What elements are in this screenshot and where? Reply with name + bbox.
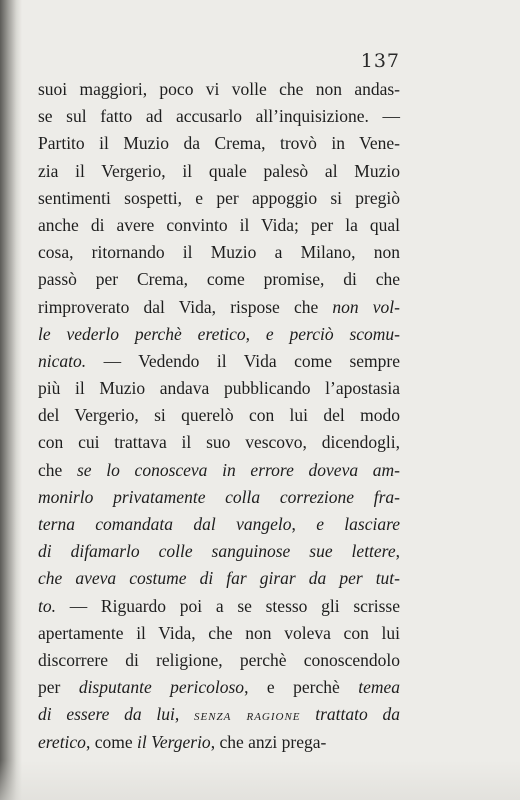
italic-text: temea: [358, 677, 400, 698]
italic-text: e perciò scomu-: [265, 323, 400, 344]
italic-text: terna comandata dal vangelo: [38, 514, 292, 534]
text-span: che: [38, 459, 77, 480]
text-line: [38, 185, 400, 212]
italic-text: il Vergerio: [136, 731, 211, 752]
text-line: [38, 130, 400, 157]
text-line: [38, 701, 400, 728]
text-line: [38, 565, 400, 592]
text-span: sentimenti sospetti, e per appoggio si pregiò: [38, 187, 400, 208]
text-line: [38, 593, 400, 620]
text-span: ,: [395, 541, 400, 562]
text-line: [38, 402, 400, 429]
text-span: apertamente il Vida, che non voleva con lui: [38, 622, 400, 643]
text-line: [38, 429, 400, 456]
text-span: suoi maggiori, poco vi volle che non andas-: [38, 79, 400, 99]
text-line: [38, 158, 400, 185]
text-line: [38, 321, 400, 348]
text-span: Partito il Muzio da Crema, trovò in Vene-: [38, 133, 400, 154]
text-span: ,: [174, 704, 194, 725]
text-line: [38, 620, 400, 647]
text-line: [38, 674, 400, 701]
text-span: passò per Crema, come promise, di che: [38, 269, 400, 290]
text-span: zia il Vergerio, il quale palesò al Muzio: [38, 160, 400, 181]
text-span: , che anzi prega-: [210, 731, 327, 752]
text-span: , come: [85, 731, 137, 752]
text-span: più il Muzio andava pubblicando l’apostasia: [38, 378, 400, 399]
text-line: [38, 457, 400, 484]
text-span: se sul fatto ad accusarlo all’inquisizione. —: [38, 106, 400, 127]
text-span: per: [38, 677, 79, 698]
text-span: con cui trattava il suo vescovo, dicendogli,: [38, 432, 400, 453]
text-line: [38, 647, 400, 674]
text-span: cosa, ritornando il Muzio a Milano, non: [38, 242, 400, 263]
italic-text: di essere da lui: [38, 704, 175, 725]
text-line: [38, 76, 400, 103]
italic-text: eretico: [38, 731, 86, 752]
italic-text: e lasciare: [316, 514, 401, 534]
italic-text: le vederlo perchè eretico: [38, 323, 246, 344]
text-span: — Riguardo poi a se stesso gli scrisse: [56, 595, 400, 616]
page-bottom-shade: [0, 760, 520, 800]
text-line: [38, 375, 400, 402]
italic-text: monirlo privatamente colla correzione fra-: [38, 486, 400, 507]
text-span: ,: [245, 323, 266, 344]
text-line: [38, 239, 400, 266]
text-line: [38, 103, 400, 130]
text-span: — Vedendo il Vida come sempre: [86, 350, 400, 371]
small-caps-text: senza ragione: [193, 708, 301, 725]
text-line: [38, 484, 400, 511]
italic-text: non vol-: [332, 296, 400, 317]
italic-text: nicato.: [38, 350, 87, 371]
italic-text: che aveva costume di far girar da per tut-: [38, 568, 400, 589]
text-line: [38, 266, 400, 293]
body-text: [38, 76, 400, 756]
text-line: [38, 511, 400, 538]
text-span: ,: [291, 514, 317, 534]
text-line: [38, 294, 400, 321]
text-line: [38, 212, 400, 239]
italic-text: se lo conosceva in errore doveva am-: [76, 459, 400, 480]
page-number: 137: [360, 50, 400, 72]
text-span: discorrere di religione, perchè conoscendolo: [38, 649, 400, 670]
text-line: [38, 729, 400, 756]
text-span: del Vergerio, si querelò con lui del modo: [38, 405, 400, 426]
italic-text: trattato da: [300, 704, 400, 725]
italic-text: to.: [38, 595, 56, 616]
text-span: rimproverato dal Vida, rispose che: [38, 296, 333, 317]
italic-text: disputante pericoloso: [78, 677, 245, 698]
text-line: [38, 538, 400, 565]
text-span: , e perchè: [244, 677, 359, 698]
page-gutter-shadow: [0, 0, 22, 800]
italic-text: di difamarlo colle sanguinose sue lettere: [38, 541, 396, 562]
text-span: anche di avere convinto il Vida; per la qual: [38, 214, 400, 235]
text-line: [38, 348, 400, 375]
